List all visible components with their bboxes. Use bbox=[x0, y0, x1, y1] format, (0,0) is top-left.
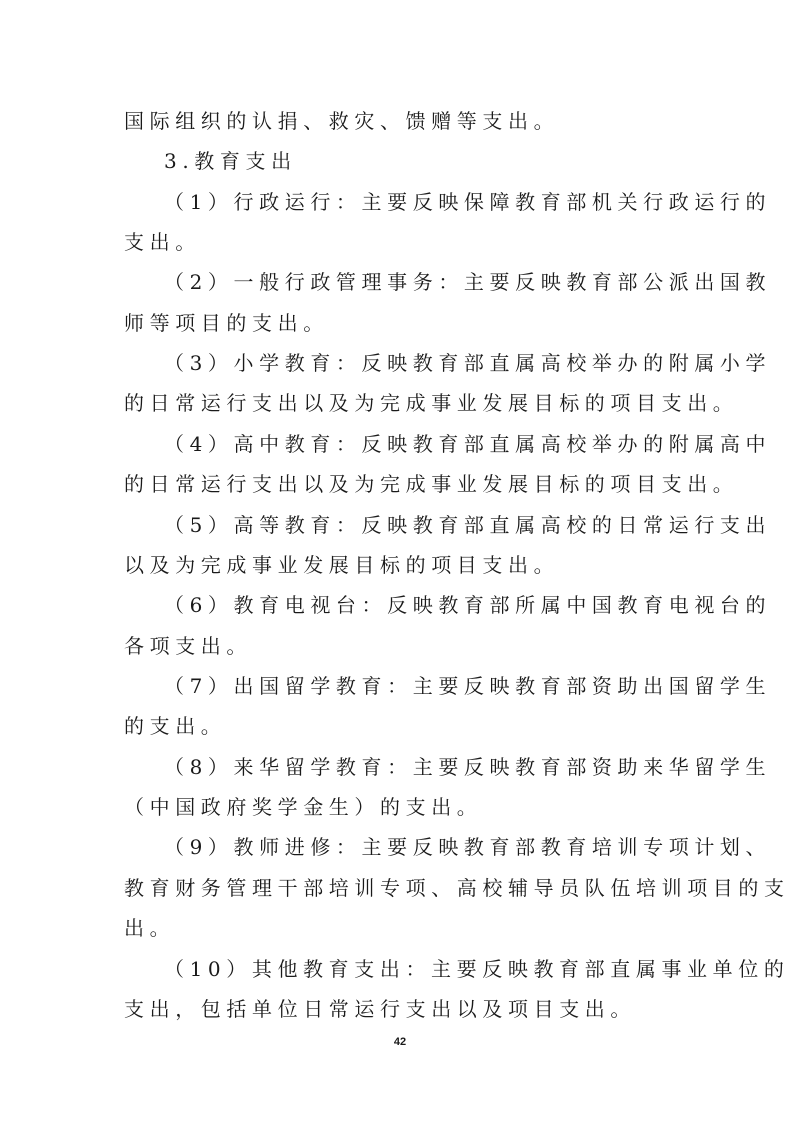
text-line: 支出，包括单位日常运行支出以及项目支出。 bbox=[124, 997, 636, 1021]
text-line: （9）教师进修：主要反映教育部教育培训专项计划、 bbox=[164, 835, 772, 859]
text-line: 师等项目的支出。 bbox=[124, 311, 329, 335]
text-line: （7）出国留学教育：主要反映教育部资助出国留学生 bbox=[164, 674, 772, 698]
text-line: （10）其他教育支出：主要反映教育部直属事业单位的 bbox=[164, 957, 790, 981]
text-line: （中国政府奖学金生）的支出。 bbox=[124, 795, 483, 819]
text-line: 的支出。 bbox=[124, 714, 227, 738]
text-line: 各项支出。 bbox=[124, 634, 252, 658]
text-line: 支出。 bbox=[124, 230, 201, 254]
page-number: 42 bbox=[393, 1036, 407, 1048]
text-line: 教育财务管理干部培训专项、高校辅导员队伍培训项目的支 bbox=[124, 876, 790, 900]
text-line: （4）高中教育：反映教育部直属高校举办的附属高中 bbox=[164, 432, 772, 456]
text-line: （8）来华留学教育：主要反映教育部资助来华留学生 bbox=[164, 755, 772, 779]
text-line: 的日常运行支出以及为完成事业发展目标的项目支出。 bbox=[124, 472, 739, 496]
text-line: （2）一般行政管理事务：主要反映教育部公派出国教 bbox=[164, 270, 772, 294]
text-line: 以及为完成事业发展目标的项目支出。 bbox=[124, 553, 560, 577]
text-line: 的日常运行支出以及为完成事业发展目标的项目支出。 bbox=[124, 391, 739, 415]
section-heading: 3.教育支出 bbox=[164, 149, 297, 173]
text-line: 国际组织的认捐、救灾、馈赠等支出。 bbox=[124, 109, 560, 133]
text-line: （6）教育电视台：反映教育部所属中国教育电视台的 bbox=[164, 593, 772, 617]
text-line: （3）小学教育：反映教育部直属高校举办的附属小学 bbox=[164, 351, 772, 375]
text-line: （1）行政运行：主要反映保障教育部机关行政运行的 bbox=[164, 190, 772, 214]
text-line: （5）高等教育：反映教育部直属高校的日常运行支出 bbox=[164, 513, 772, 537]
text-line: 出。 bbox=[124, 916, 176, 940]
